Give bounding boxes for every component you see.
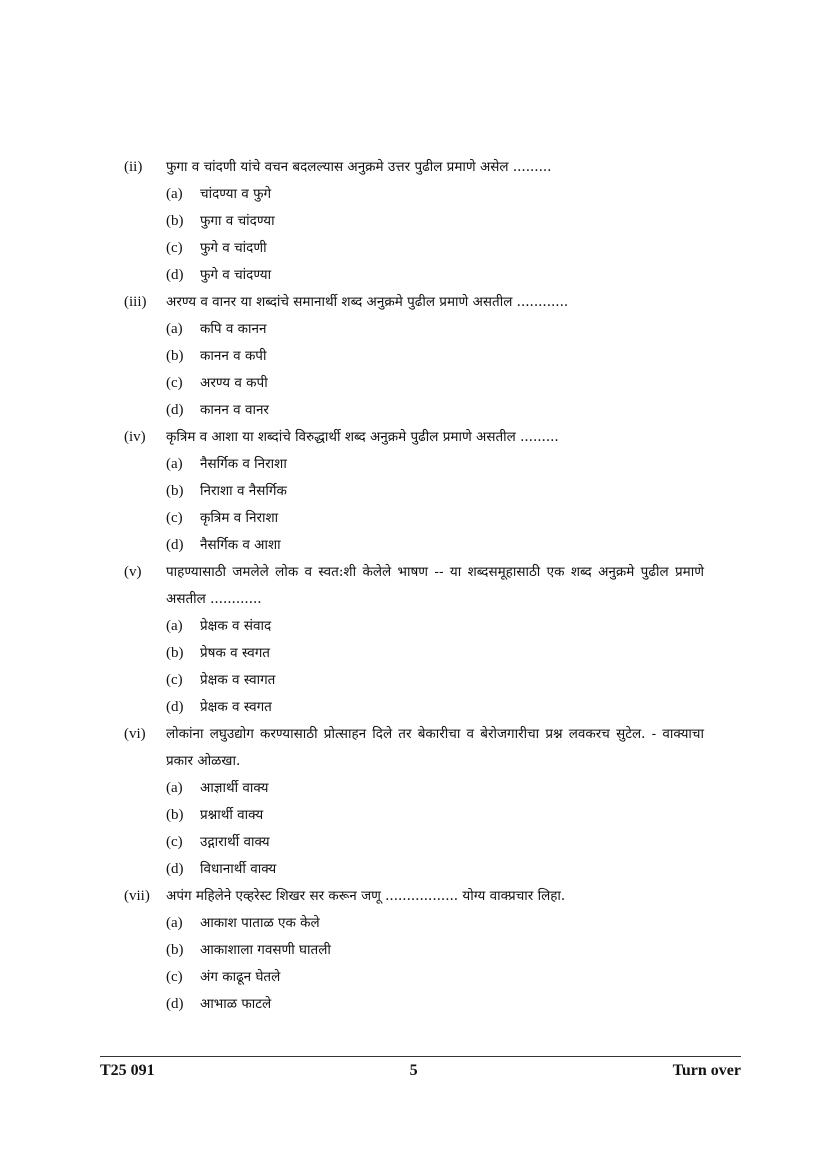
option-text: कानन व वानर — [200, 402, 269, 418]
option-text: फुगा व चांदण्या — [200, 213, 275, 229]
question-number: (vi) — [124, 726, 146, 742]
question-vi — [124, 721, 704, 883]
turn-over-note: Turn over — [672, 1062, 741, 1079]
option-list — [166, 181, 704, 289]
question-text: अरण्य व वानर या शब्दांचे समानार्थी शब्द अनुक्रमे पुढील प्रमाणे असतील ............ — [166, 294, 569, 310]
option-list — [166, 613, 704, 721]
question-number: (ii) — [124, 159, 143, 175]
question-text: पाहण्यासाठी जमलेले लोक व स्वत:शी केलेले भाषण -- या शब्दसमूहासाठी एक शब्द अनुक्रमे पुढील प्रमाणे असतील ............ — [166, 564, 704, 607]
question-number: (iv) — [124, 429, 146, 445]
option-text: आकाशाला गवसणी घातली — [200, 942, 331, 958]
option-label: (a) — [166, 321, 183, 337]
option-b — [166, 208, 704, 235]
option-label: (d) — [166, 537, 184, 553]
option-label: (b) — [166, 942, 184, 958]
option-c — [166, 829, 704, 856]
option-label: (a) — [166, 618, 183, 634]
option-text: प्रेक्षक व स्वगत — [200, 699, 272, 715]
question-number: (vii) — [124, 888, 150, 904]
question-text: लोकांना लघुउद्योग करण्यासाठी प्रोत्साहन दिले तर बेकारीचा व बेरोजगारीचा प्रश्न लवकरच सुटेल. - वाक्याचा प्रकार ओळखा. — [166, 726, 704, 769]
option-list — [166, 451, 704, 559]
option-label: (c) — [166, 240, 183, 256]
page-number: 5 — [409, 1062, 418, 1079]
option-label: (b) — [166, 348, 184, 364]
option-label: (b) — [166, 483, 184, 499]
question-vii — [124, 883, 704, 1018]
question-iv — [124, 424, 704, 559]
option-b — [166, 343, 704, 370]
option-label: (a) — [166, 780, 183, 796]
option-text: कृत्रिम व निराशा — [200, 510, 279, 526]
question-number: (iii) — [124, 294, 147, 310]
footer-divider — [100, 1056, 741, 1057]
option-text: नैसर्गिक व निराशा — [200, 456, 287, 472]
option-text: कपि व कानन — [200, 321, 267, 337]
option-c — [166, 370, 704, 397]
option-a — [166, 613, 704, 640]
option-text: चांदण्या व फुगे — [200, 186, 272, 202]
option-text: आज्ञार्थी वाक्य — [200, 780, 269, 796]
option-b — [166, 802, 704, 829]
option-label: (b) — [166, 807, 184, 823]
option-text: फुगे व चांदणी — [200, 240, 267, 256]
option-label: (a) — [166, 186, 183, 202]
question-ii — [124, 154, 704, 289]
option-label: (d) — [166, 267, 184, 283]
option-d — [166, 262, 704, 289]
question-text: अपंग महिलेने एव्हरेस्ट शिखर सर करून जणू ................. योग्य वाक्प्रचार लिहा. — [166, 888, 566, 904]
option-d — [166, 991, 704, 1018]
option-label: (d) — [166, 861, 184, 877]
option-text: आकाश पाताळ एक केले — [200, 915, 320, 931]
option-label: (c) — [166, 834, 183, 850]
option-label: (c) — [166, 672, 183, 688]
option-label: (c) — [166, 510, 183, 526]
question-text: कृत्रिम व आशा या शब्दांचे विरुद्धार्थी शब्द अनुक्रमे पुढील प्रमाणे असतील ......... — [166, 429, 559, 445]
option-text: प्रश्नार्थी वाक्य — [200, 807, 264, 823]
option-list — [166, 316, 704, 424]
option-c — [166, 505, 704, 532]
option-c — [166, 964, 704, 991]
option-text: नैसर्गिक व आशा — [200, 537, 281, 553]
question-text: फुगा व चांदणी यांचे वचन बदलल्यास अनुक्रमे उत्तर पुढील प्रमाणे असेल ......... — [166, 159, 552, 175]
option-text: अंग काढून घेतले — [200, 969, 281, 985]
option-label: (b) — [166, 645, 184, 661]
option-text: कानन व कपी — [200, 348, 267, 364]
option-text: आभाळ फाटले — [200, 996, 272, 1012]
option-list — [166, 775, 704, 883]
option-d — [166, 856, 704, 883]
question-v — [124, 559, 704, 721]
option-d — [166, 694, 704, 721]
page-footer — [100, 1062, 741, 1080]
option-b — [166, 478, 704, 505]
option-d — [166, 532, 704, 559]
option-c — [166, 235, 704, 262]
question-list — [124, 154, 704, 1018]
paper-code: T25 091 — [100, 1062, 155, 1079]
option-label: (d) — [166, 699, 184, 715]
option-text: विधानार्थी वाक्य — [200, 861, 277, 877]
option-c — [166, 667, 704, 694]
option-a — [166, 775, 704, 802]
option-label: (b) — [166, 213, 184, 229]
option-label: (a) — [166, 915, 183, 931]
option-text: उद्गारार्थी वाक्य — [200, 834, 270, 850]
option-text: फुगे व चांदण्या — [200, 267, 272, 283]
option-text: निराशा व नैसर्गिक — [200, 483, 287, 499]
option-label: (c) — [166, 375, 183, 391]
option-label: (a) — [166, 456, 183, 472]
option-a — [166, 316, 704, 343]
question-number: (v) — [124, 564, 142, 580]
option-b — [166, 937, 704, 964]
option-text: प्रेषक व स्वगत — [200, 645, 270, 661]
option-d — [166, 397, 704, 424]
option-label: (c) — [166, 969, 183, 985]
option-list — [166, 910, 704, 1018]
option-text: प्रेक्षक व संवाद — [200, 618, 272, 634]
option-a — [166, 910, 704, 937]
option-a — [166, 451, 704, 478]
option-b — [166, 640, 704, 667]
option-text: प्रेक्षक व स्वागत — [200, 672, 276, 688]
option-label: (d) — [166, 996, 184, 1012]
option-label: (d) — [166, 402, 184, 418]
question-iii — [124, 289, 704, 424]
option-a — [166, 181, 704, 208]
option-text: अरण्य व कपी — [200, 375, 268, 391]
